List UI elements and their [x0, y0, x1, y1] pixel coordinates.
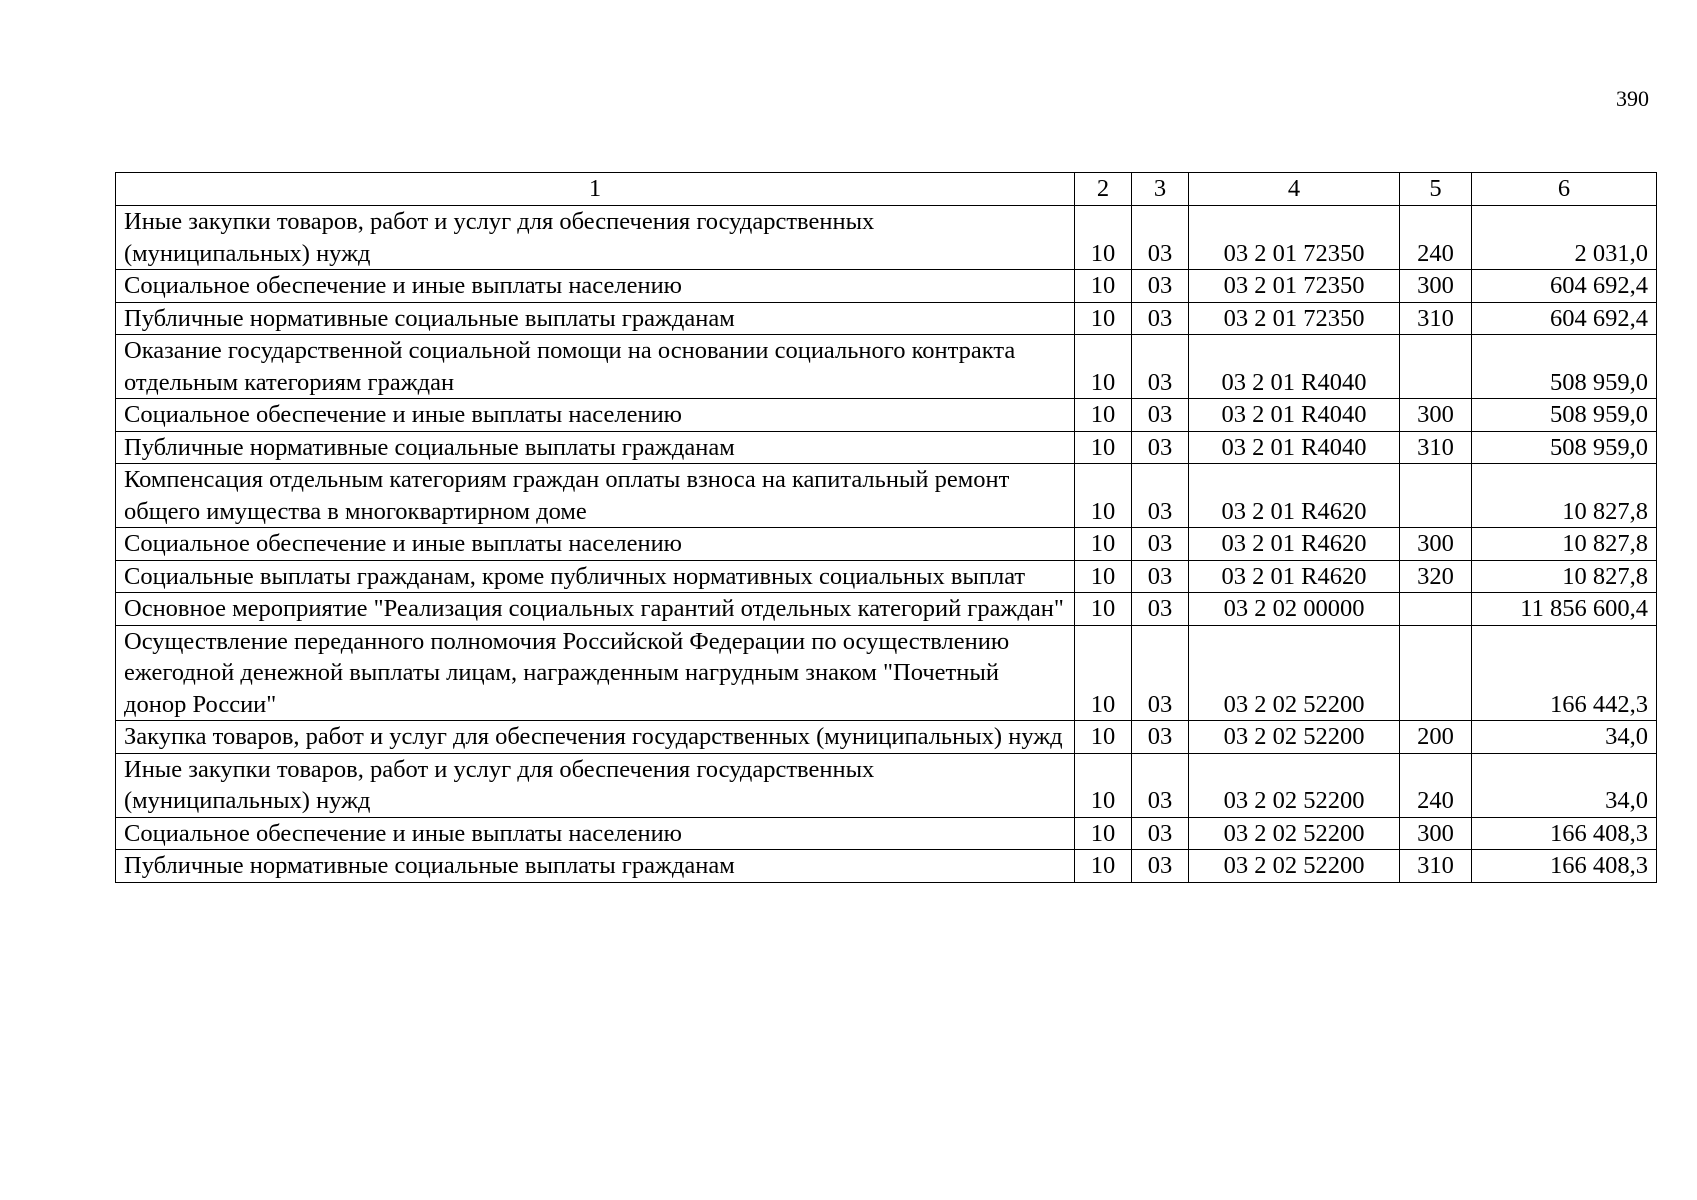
row-expense-type-cell [1400, 335, 1472, 399]
row-target-code-cell: 03 2 02 52200 [1189, 625, 1400, 721]
row-subsection-cell: 03 [1132, 528, 1189, 561]
row-subsection-cell: 03 [1132, 625, 1189, 721]
row-amount-cell: 166 442,3 [1472, 625, 1657, 721]
table-row [116, 817, 1657, 850]
row-subsection-cell: 03 [1132, 721, 1189, 754]
column-header-3: 3 [1132, 173, 1189, 206]
row-subsection-cell: 03 [1132, 270, 1189, 303]
row-section-cell: 10 [1075, 206, 1132, 270]
table-row [116, 721, 1657, 754]
row-section-cell: 10 [1075, 464, 1132, 528]
row-amount-cell: 166 408,3 [1472, 817, 1657, 850]
column-header-5: 5 [1400, 173, 1472, 206]
row-target-code-cell: 03 2 02 52200 [1189, 817, 1400, 850]
row-target-code-cell: 03 2 01 R4620 [1189, 464, 1400, 528]
table-row [116, 625, 1657, 721]
row-subsection-cell: 03 [1132, 593, 1189, 626]
row-target-code-cell: 03 2 01 R4040 [1189, 431, 1400, 464]
table-body [116, 206, 1657, 883]
row-amount-cell: 604 692,4 [1472, 302, 1657, 335]
row-name-cell: Основное мероприятие "Реализация социальных гарантий отдельных категорий граждан" [116, 593, 1075, 626]
row-target-code-cell: 03 2 01 R4040 [1189, 399, 1400, 432]
row-subsection-cell: 03 [1132, 464, 1189, 528]
row-amount-cell: 508 959,0 [1472, 399, 1657, 432]
row-name-cell: Компенсация отдельным категориям граждан оплаты взноса на капитальный ремонт общего имущества в многоквартирном доме [116, 464, 1075, 528]
row-amount-cell: 10 827,8 [1472, 560, 1657, 593]
row-expense-type-cell: 320 [1400, 560, 1472, 593]
row-target-code-cell: 03 2 01 R4620 [1189, 560, 1400, 593]
row-section-cell: 10 [1075, 753, 1132, 817]
row-expense-type-cell: 300 [1400, 817, 1472, 850]
row-subsection-cell: 03 [1132, 850, 1189, 883]
row-target-code-cell: 03 2 02 00000 [1189, 593, 1400, 626]
table-row [116, 850, 1657, 883]
row-expense-type-cell: 200 [1400, 721, 1472, 754]
table-row [116, 464, 1657, 528]
row-name-cell: Осуществление переданного полномочия Российской Федерации по осуществлению ежегодной денежной выплаты лицам, награжденным нагрудным знаком "Почетный донор России" [116, 625, 1075, 721]
table-row [116, 560, 1657, 593]
row-expense-type-cell [1400, 464, 1472, 528]
row-name-cell: Оказание государственной социальной помощи на основании социального контракта отдельным категориям граждан [116, 335, 1075, 399]
row-expense-type-cell: 300 [1400, 399, 1472, 432]
row-target-code-cell: 03 2 02 52200 [1189, 753, 1400, 817]
row-section-cell: 10 [1075, 625, 1132, 721]
table-row [116, 270, 1657, 303]
row-expense-type-cell [1400, 593, 1472, 626]
row-target-code-cell: 03 2 01 R4040 [1189, 335, 1400, 399]
table-row [116, 206, 1657, 270]
row-target-code-cell: 03 2 02 52200 [1189, 850, 1400, 883]
row-expense-type-cell [1400, 625, 1472, 721]
row-subsection-cell: 03 [1132, 753, 1189, 817]
table-row [116, 528, 1657, 561]
row-section-cell: 10 [1075, 335, 1132, 399]
row-name-cell: Социальное обеспечение и иные выплаты населению [116, 817, 1075, 850]
row-name-cell: Закупка товаров, работ и услуг для обеспечения государственных (муниципальных) нужд [116, 721, 1075, 754]
row-expense-type-cell: 310 [1400, 431, 1472, 464]
row-amount-cell: 604 692,4 [1472, 270, 1657, 303]
table-row [116, 302, 1657, 335]
row-amount-cell: 11 856 600,4 [1472, 593, 1657, 626]
row-section-cell: 10 [1075, 270, 1132, 303]
column-header-2: 2 [1075, 173, 1132, 206]
row-section-cell: 10 [1075, 302, 1132, 335]
row-section-cell: 10 [1075, 528, 1132, 561]
table-row [116, 753, 1657, 817]
table-row [116, 335, 1657, 399]
row-section-cell: 10 [1075, 817, 1132, 850]
row-subsection-cell: 03 [1132, 206, 1189, 270]
table-row [116, 431, 1657, 464]
budget-table [115, 172, 1657, 883]
row-target-code-cell: 03 2 01 72350 [1189, 270, 1400, 303]
row-section-cell: 10 [1075, 850, 1132, 883]
row-amount-cell: 34,0 [1472, 721, 1657, 754]
table-row [116, 399, 1657, 432]
row-section-cell: 10 [1075, 431, 1132, 464]
row-name-cell: Публичные нормативные социальные выплаты гражданам [116, 850, 1075, 883]
row-amount-cell: 10 827,8 [1472, 464, 1657, 528]
row-subsection-cell: 03 [1132, 431, 1189, 464]
row-name-cell: Иные закупки товаров, работ и услуг для обеспечения государственных (муниципальных) нужд [116, 753, 1075, 817]
row-expense-type-cell: 310 [1400, 850, 1472, 883]
column-header-4: 4 [1189, 173, 1400, 206]
page-number: 390 [1616, 86, 1649, 111]
row-amount-cell: 166 408,3 [1472, 850, 1657, 883]
column-header-6: 6 [1472, 173, 1657, 206]
row-expense-type-cell: 300 [1400, 528, 1472, 561]
row-expense-type-cell: 300 [1400, 270, 1472, 303]
row-amount-cell: 2 031,0 [1472, 206, 1657, 270]
row-section-cell: 10 [1075, 593, 1132, 626]
table-header-row [116, 173, 1657, 206]
row-expense-type-cell: 240 [1400, 753, 1472, 817]
row-subsection-cell: 03 [1132, 817, 1189, 850]
row-name-cell: Публичные нормативные социальные выплаты гражданам [116, 302, 1075, 335]
row-expense-type-cell: 310 [1400, 302, 1472, 335]
row-subsection-cell: 03 [1132, 335, 1189, 399]
row-name-cell: Социальные выплаты гражданам, кроме публичных нормативных социальных выплат [116, 560, 1075, 593]
row-expense-type-cell: 240 [1400, 206, 1472, 270]
row-section-cell: 10 [1075, 399, 1132, 432]
row-amount-cell: 10 827,8 [1472, 528, 1657, 561]
row-section-cell: 10 [1075, 721, 1132, 754]
row-name-cell: Социальное обеспечение и иные выплаты населению [116, 528, 1075, 561]
row-amount-cell: 508 959,0 [1472, 335, 1657, 399]
row-amount-cell: 508 959,0 [1472, 431, 1657, 464]
row-section-cell: 10 [1075, 560, 1132, 593]
row-name-cell: Иные закупки товаров, работ и услуг для обеспечения государственных (муниципальных) нужд [116, 206, 1075, 270]
table-row [116, 593, 1657, 626]
row-target-code-cell: 03 2 01 R4620 [1189, 528, 1400, 561]
row-name-cell: Социальное обеспечение и иные выплаты населению [116, 270, 1075, 303]
row-name-cell: Социальное обеспечение и иные выплаты населению [116, 399, 1075, 432]
row-subsection-cell: 03 [1132, 560, 1189, 593]
row-target-code-cell: 03 2 01 72350 [1189, 206, 1400, 270]
row-subsection-cell: 03 [1132, 399, 1189, 432]
row-name-cell: Публичные нормативные социальные выплаты гражданам [116, 431, 1075, 464]
column-header-1: 1 [116, 173, 1075, 206]
row-subsection-cell: 03 [1132, 302, 1189, 335]
row-target-code-cell: 03 2 01 72350 [1189, 302, 1400, 335]
row-amount-cell: 34,0 [1472, 753, 1657, 817]
row-target-code-cell: 03 2 02 52200 [1189, 721, 1400, 754]
